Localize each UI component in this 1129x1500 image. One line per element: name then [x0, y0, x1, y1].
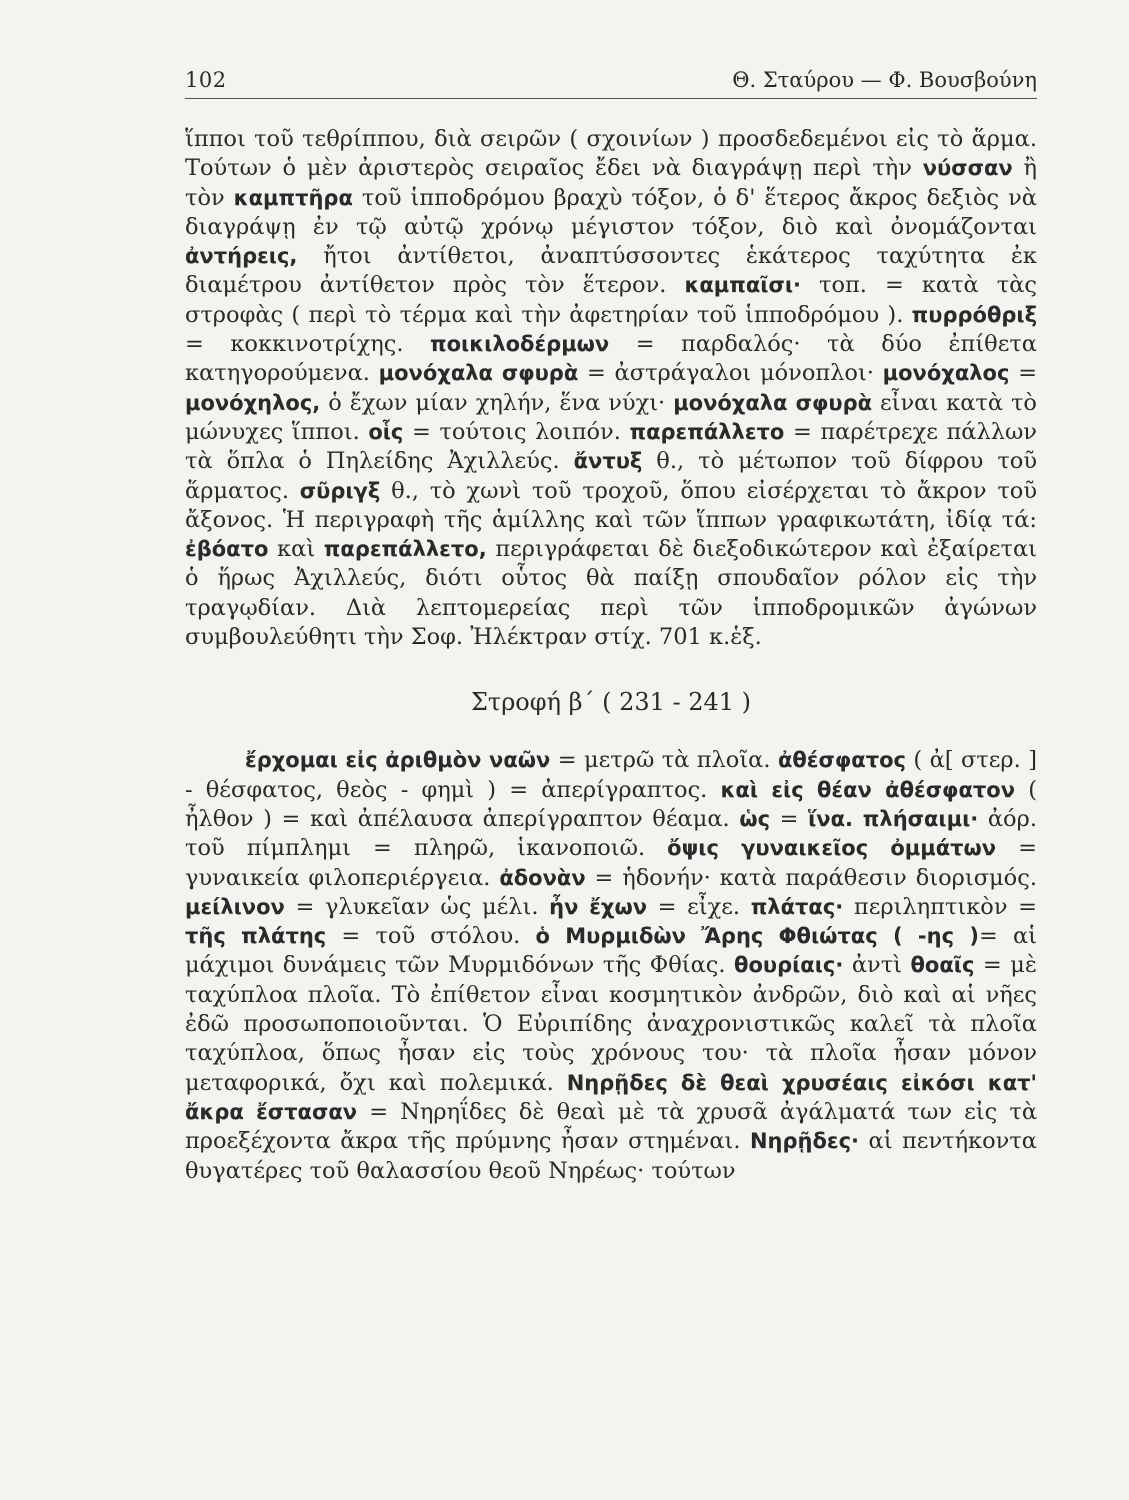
running-title: Θ. Σταύρου — Φ. Βουσβούνη: [732, 68, 1037, 92]
gloss-text: = κοκκινοτρίχης.: [185, 331, 430, 358]
page-number: 102: [185, 68, 227, 92]
lemma-term: οἷς: [368, 419, 404, 444]
lemma-term: ἀθέσφατος: [777, 748, 906, 773]
gloss-text: = ἡδονήν· κατὰ παράθεσιν διορισμός.: [585, 864, 1037, 891]
lemma-term: θουρίαις·: [734, 953, 844, 978]
lemma-term: ἵνα. πλήσαιμι·: [808, 806, 979, 831]
lemma-term: παρεπάλλετο: [629, 419, 785, 444]
gloss-text: = μετρῶ τὰ πλοῖα.: [550, 747, 778, 774]
gloss-text: = μὲ ταχύπλοα πλοῖα. Τὸ ἐπίθετον εἶναι κοσμητικὸν ἀνδρῶν, διὸ καὶ αἱ νῆες ἐδῶ προσωποποιοῦνται. Ὁ Εὐριπίδης ἀναχρονιστικῶς καλεῖ τὰ πλοῖα ταχύπλοα, ὅπως ἦσαν εἰς τοὺς χρόνους του· τὰ πλοῖα ἦσαν μόνον μεταφορικά, ὄχι καὶ πολεμικά.: [185, 952, 1037, 1096]
gloss-text: ἵπποι τοῦ τεθρίππου, διὰ σειρῶν ( σχοινίων ) προσδεδεμένοι εἰς τὸ ἅρμα. Τούτων ὁ μὲν ἀριστερὸς σειραῖος ἔδει νὰ διαγράψῃ περὶ τὴν: [185, 126, 1037, 182]
lemma-term: ἔρχομαι εἰς ἀριθμὸν ναῶν: [245, 748, 551, 773]
lemma-term: τῆς πλάτης: [185, 924, 327, 949]
page-header: [185, 68, 1037, 99]
lemma-term: μονόχαλα σφυρὰ: [378, 361, 579, 386]
gloss-text: = αἱ μάχιμοι δυνάμεις τῶν Μυρμιδόνων τῆς Φθίας.: [185, 923, 1038, 979]
commentary-paragraph-1: [185, 125, 1037, 652]
lemma-term: καμπαῖσι·: [684, 273, 801, 298]
lemma-term: μονόχαλα σφυρὰ: [673, 390, 873, 415]
gloss-text: =: [1009, 360, 1037, 387]
lemma-term: πυρρόθριξ: [911, 302, 1037, 327]
gloss-text: ἤτοι ἀντίθετοι, ἀναπτύσσοντες ἑκάτερος ταχύτητα ἐκ διαμέτρου ἀντίθετον πρὸς τὸν ἕτερον.: [185, 243, 1037, 299]
gloss-text: τοῦ ἱπποδρόμου βραχὺ τόξον, ὁ δ' ἕτερος ἄκρος δεξιὸς νὰ διαγράψῃ ἐν τῷ αὐτῷ χρόνῳ μέγιστον τόξον, διὸ καὶ ὀνομάζονται: [185, 184, 1037, 240]
lemma-term: ὁ Μυρμιδὼν Ἄρης Φθιώτας ( -ης ): [535, 924, 979, 949]
gloss-text: περιληπτικὸν =: [843, 893, 1037, 920]
lemma-term: παρεπάλλετο,: [323, 537, 487, 562]
gloss-text: εἶναι κατὰ τὸ μώνυχες ἵπποι.: [185, 389, 1037, 445]
lemma-term: μονόχηλος,: [185, 390, 321, 415]
gloss-text: τοπ. = κατὰ τὰς στροφὰς ( περὶ τὸ τέρμα καὶ τὴν ἀφετηρίαν τοῦ ἱπποδρόμου ).: [185, 272, 1037, 328]
lemma-term: Νηρῇδες δὲ θεαὶ χρυσέαις εἰκόσι κατ' ἄκρα ἔστασαν: [185, 1070, 1037, 1124]
gloss-text: καὶ: [268, 536, 324, 563]
lemma-term: νύσσαν: [922, 156, 1013, 181]
gloss-text: = παρδαλός· τὰ δύο ἐπίθετα κατηγορούμενα.: [185, 331, 1037, 387]
gloss-text: ( ἦλθον ) = καὶ ἀπέλαυσα ἀπερίγραπτον θέαμα.: [185, 776, 1037, 832]
lemma-term: ἐβόατο: [185, 537, 269, 562]
lemma-term: πλάτας·: [750, 894, 844, 919]
gloss-text: = εἶχε.: [647, 893, 751, 920]
lemma-term: μονόχαλος: [882, 361, 1010, 386]
gloss-text: ἀντὶ: [843, 952, 911, 979]
lemma-term: ἀδονὰν: [499, 865, 586, 890]
gloss-text: θ., τὸ χωνὶ τοῦ τροχοῦ, ὅπου εἰσέρχεται τὸ ἄκρον τοῦ ἄξονος. Ἡ περιγραφὴ τῆς ἁμίλλης καὶ τῶν ἵππων γραφικωτάτη, ἰδίᾳ τά:: [185, 477, 1037, 533]
lemma-term: ἀντήρεις,: [185, 244, 298, 269]
gloss-text: = τούτοις λοιπόν.: [403, 418, 630, 445]
lemma-term: θοαῖς: [910, 953, 975, 978]
lemma-term: ὄψις γυναικεῖος ὀμμάτων: [667, 836, 997, 861]
commentary-paragraph-2: [185, 746, 1037, 1185]
gloss-text: ( ἀ[ στερ. ] - θέσφατος, θεὸς - φημὶ ) = ἀπερίγραπτος.: [185, 747, 1037, 803]
lemma-term: καμπτῆρα: [233, 185, 353, 210]
lemma-term: σῦριγξ: [299, 478, 381, 503]
gloss-text: ἀόρ. τοῦ πίμπλημι = πληρῶ, ἱκανοποιῶ.: [185, 805, 1037, 862]
lemma-term: ὡς: [739, 806, 771, 831]
gloss-text: περιγράφεται δὲ διεξοδικώτερον καὶ ἐξαίρεται ὁ ἥρως Ἀχιλλεύς, διότι οὗτος θὰ παίξῃ σπουδαῖον ρόλον εἰς τὴν τραγῳδίαν. Διὰ λεπτομερείας περὶ τῶν ἱπποδρομικῶν ἀγώνων συμβουλεύθητι τὴν Σοφ. Ἠλέκτραν στίχ. 701 κ.ἑξ.: [185, 536, 1037, 651]
gloss-text: = γλυκεῖαν ὡς μέλι.: [284, 893, 550, 920]
lemma-term: ἄντυξ: [573, 449, 643, 474]
gloss-text: = τοῦ στόλου.: [326, 923, 536, 950]
gloss-text: θ., τὸ μέτωπον τοῦ δίφρου τοῦ ἅρματος.: [185, 448, 1037, 504]
gloss-text: = ἀστράγαλοι μόνοπλοι·: [578, 360, 883, 387]
gloss-text: = γυναικεία φιλοπεριέργεια.: [185, 835, 1038, 891]
gloss-text: ὁ ἔχων μίαν χηλήν, ἕνα νύχι·: [320, 389, 674, 416]
gloss-text: = Νηρηΐδες δὲ θεαὶ μὲ τὰ χρυσᾶ ἀγάλματά των εἰς τὰ προεξέχοντα ἄκρα τῆς πρύμνης ἦσαν στημέναι.: [185, 1098, 1038, 1155]
lemma-term: μείλινον: [185, 894, 285, 919]
gloss-text: =: [770, 805, 809, 832]
section-title: Στροφή β΄ ( 231 - 241 ): [470, 688, 752, 717]
gloss-text: αἱ πεντήκοντα θυγατέρες τοῦ θαλασσίου θεοῦ Νηρέως· τούτων: [185, 1128, 1037, 1184]
gloss-text: = παρέτρεχε πάλλων τὰ ὅπλα ὁ Πηλείδης Ἀχιλλεύς.: [185, 418, 1037, 475]
lemma-term: Νηρῇδες·: [749, 1129, 860, 1154]
lemma-term: ἦν ἔχων: [549, 894, 647, 919]
lemma-term: ποικιλοδέρμων: [430, 332, 610, 357]
gloss-text: ἢ τὸν: [185, 155, 1037, 211]
lemma-term: καὶ εἰς θέαν ἀθέσφατον: [720, 777, 1016, 802]
